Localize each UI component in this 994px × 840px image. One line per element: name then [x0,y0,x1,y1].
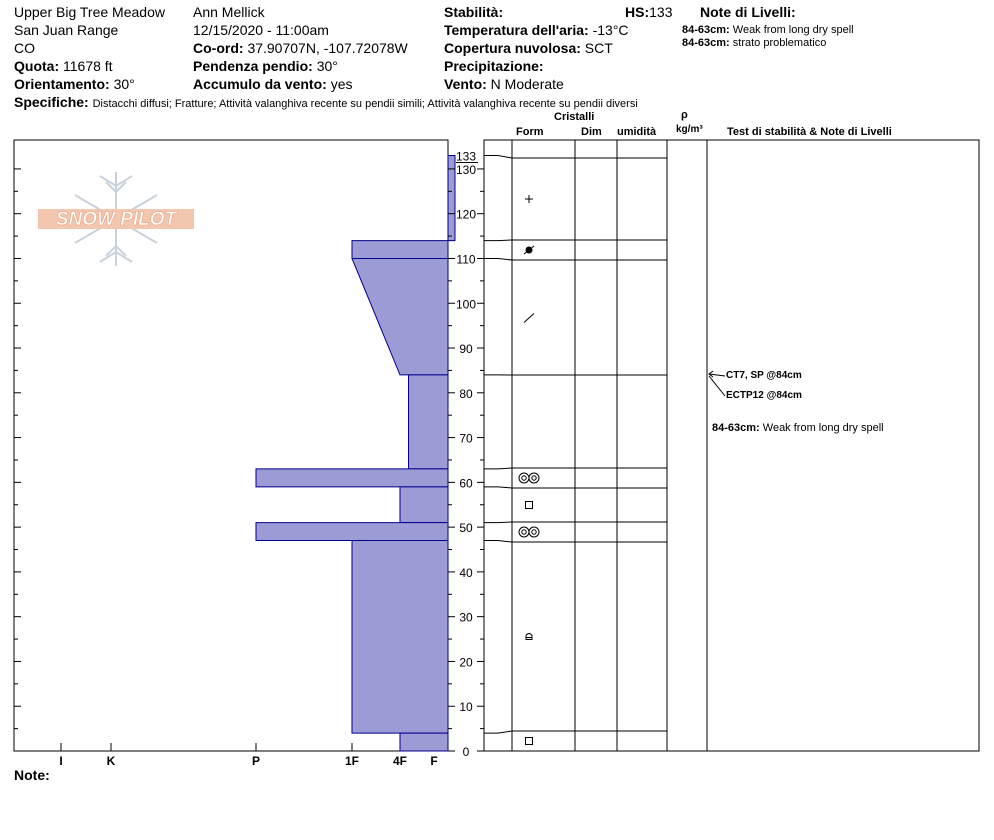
aspect-value: 30° [113,76,135,92]
state-name: CO [14,40,35,56]
grain-form-2 [524,246,534,254]
hardness-label-k: K [106,754,116,768]
observer: Ann Mellick [193,4,265,20]
col-density-unit: kg/m³ [676,124,703,135]
location-name: Upper Big Tree Meadow [14,4,165,20]
grain-form-6 [526,502,533,509]
boundary-connector-110 [484,258,512,260]
layer-note-1-range: 84-63cm: [682,24,730,36]
hs-value: 133 [649,4,673,20]
hardness-layer-5 [256,469,448,487]
stability-test-2: ECTP12 @84cm [726,390,802,401]
depth-label-100: 100 [455,297,477,312]
hardness-layer-7 [256,523,448,541]
hardness-layer-4 [409,375,449,469]
depth-label-60: 60 [459,476,473,491]
aspect-label: Orientamento: [14,76,110,92]
depth-label-30: 30 [459,610,473,625]
hardness-layer-2 [352,241,448,259]
depth-label-120: 120 [455,207,477,222]
slope-label: Pendenza pendio: [193,58,313,74]
air-temp-label: Temperatura dell'aria: [444,22,589,38]
coord-value: 37.90707N, -107.72078W [247,40,408,56]
hardness-label-1f: 1F [344,754,360,768]
boundary-connector-114 [484,240,512,241]
air-temp-value: -13°C [592,22,629,38]
depth-label-110: 110 [456,252,476,267]
elevation-label: Quota: [14,58,60,74]
crystal-table-frame [484,140,979,751]
hardness-layer-8 [352,541,448,734]
depth-label-80: 80 [459,386,473,401]
range-name: San Juan Range [14,22,119,38]
col-crystals: Cristalli [554,111,595,123]
col-density-symbol: ρ [681,109,688,121]
logo-text: SNOW PILOT [55,209,177,230]
boundary-connector-59 [484,487,512,488]
grain-form-7 [519,527,539,537]
specifics-value: Distacchi diffusi; Fratture; Attività valanghiva recente su pendii simili; Attività valanghiva recente su pendii diversi [92,98,638,110]
grain-form-5 [519,473,539,483]
specifics-label: Specifiche: [14,94,89,110]
datetime: 12/15/2020 - 11:00am [193,22,329,38]
stability-test-1: CT7, SP @84cm [726,370,802,381]
boundary-connector-63 [484,468,512,469]
stability-label: Stabilità: [444,4,504,20]
depth-label-hs: 133 [455,149,477,164]
slope-value: 30° [316,58,338,74]
stability-test-arrows [709,371,725,396]
cloud-value: SCT [584,40,613,56]
grain-forms [519,195,539,745]
hardness-label-4f: 4F [392,754,408,768]
cloud-label: Copertura nuvolosa: [444,40,581,56]
boundary-connector-133 [484,155,512,158]
note-label: Note: [14,767,50,783]
layer-notes-title: Note di Livelli: [700,4,796,20]
depth-label-10: 10 [459,700,473,715]
hs-label: HS: [625,4,650,20]
col-dim: Dim [581,126,602,138]
depth-label-20: 20 [459,655,473,670]
hardness-label-i: I [59,754,63,768]
grain-form-8 [526,634,532,640]
depth-label-40: 40 [459,565,473,580]
layer-note-entry-range: 84-63cm: [712,422,760,434]
wind-label: Vento: [444,76,487,92]
hardness-layer-6 [400,487,448,523]
coord-label: Co-ord: [193,40,244,56]
hardness-label-f: F [430,754,438,768]
boundary-connector-4 [484,731,512,733]
hardness-layer-3 [352,258,448,374]
depth-label-0: 0 [462,745,470,759]
hardness-layer-9 [400,733,448,751]
boundary-connector-51 [484,522,512,523]
layer-note-entry-text: Weak from long dry spell [762,422,884,434]
wind-value: N Moderate [490,76,564,92]
hardness-layers [256,155,455,751]
col-form: Form [516,126,544,138]
col-moisture: umidità [617,126,657,138]
col-tests-notes: Test di stabilità & Note di Livelli [727,126,892,138]
hardness-layer-1 [448,155,455,240]
precip-label: Precipitazione: [444,58,544,74]
grain-form-1 [525,195,533,203]
grain-form-3 [524,314,534,323]
elevation-value: 11678 ft [63,58,113,74]
layer-note-2-text: strato problematico [732,37,827,49]
hardness-label-p: P [251,754,261,768]
grain-form-9 [526,738,533,745]
boundary-connector-47 [484,541,512,542]
depth-label-50: 50 [459,521,473,536]
wind-load-value: yes [330,76,353,92]
depth-label-70: 70 [459,431,473,446]
depth-label-90: 90 [459,342,473,357]
layer-note-2-range: 84-63cm: [682,37,730,49]
depth-label-130: 130 [455,162,477,177]
wind-load-label: Accumulo da vento: [193,76,327,92]
layer-note-1-text: Weak from long dry spell [732,24,854,36]
